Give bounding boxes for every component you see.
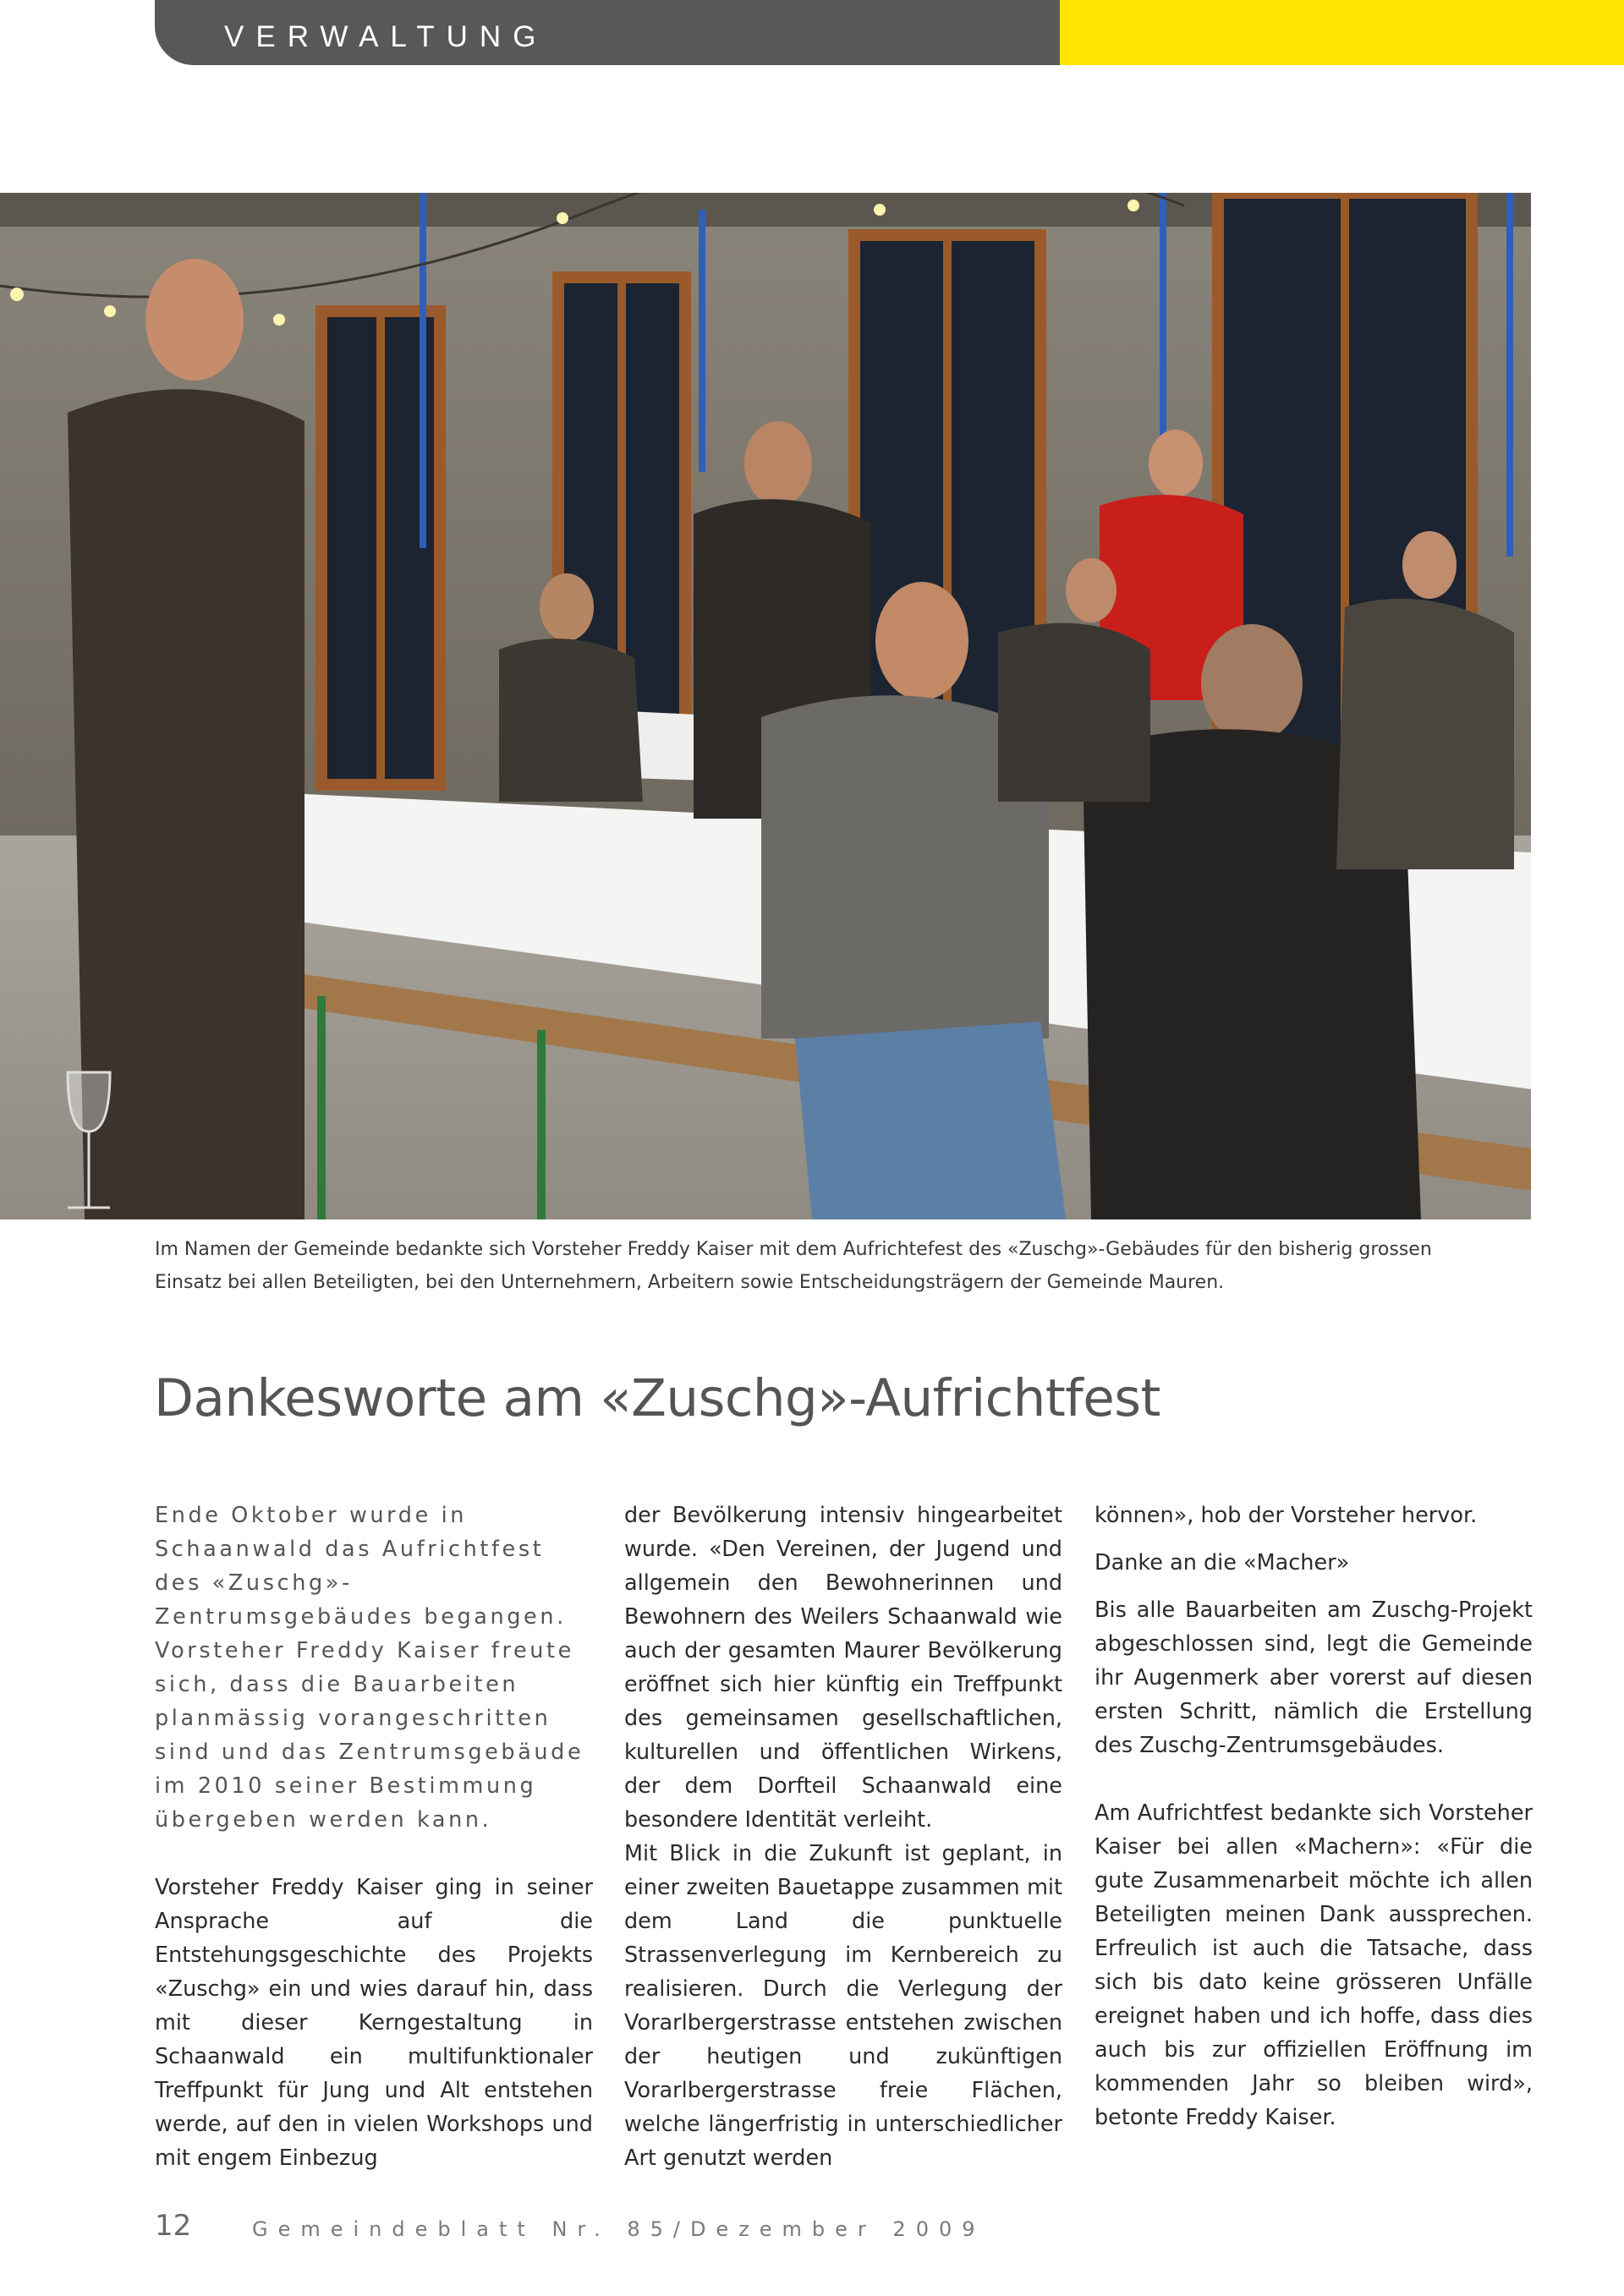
event-photo: [0, 193, 1531, 1219]
caption-line-2: Einsatz bei allen Beteiligten, bei den Unternehmern, Arbeitern sowie Entscheidungsträgern der Gemeinde Mauren.: [155, 1272, 1225, 1293]
column-3-paragraph-2: Bis alle Bauarbeiten am Zuschg-Projekt abgeschlossen sind, legt die Gemeinde ihr Augenmerk aber vorerst auf diesen ersten Schritt, nämlich die Erstellung des Zuschg-Zentrumsgebäudes.: [1095, 1597, 1533, 1758]
column-2-paragraph-2: Mit Blick in die Zukunft ist geplant, in einer zweiten Bauetappe zusammen mit dem Land die punktuelle Strassenverlegung im Kernbereich zu realisieren. Durch die Verlegung der Vorarlbergerstrasse entstehen zwischen der heutigen und zukünftigen Vorarlbergerstrasse freie Flächen, welche längerfristig in unterschiedlicher Art genutzt werden: [624, 1841, 1062, 2171]
page-number: 12: [155, 2209, 192, 2243]
article-headline: Dankesworte am «Zuschg»-Aufrichtfest: [154, 1368, 1160, 1428]
column-3-paragraph-3: Am Aufrichtfest bedankte sich Vorsteher Kaiser bei allen «Machern»: «Für die gute Zusammenarbeit möchte ich allen Beteiligten meinen Dank aussprechen. Erfreulich ist auch die Tatsache, dass sich bis dato keine grösseren Unfälle ereignet haben und ich hoffe, dass dies auch bis zur offiziellen Eröffnung im kommenden Jahr so bleiben wird», betonte Freddy Kaiser.: [1095, 1800, 1533, 2130]
header-accent-block: [1060, 0, 1624, 65]
article-column-3: [1095, 1499, 1533, 2134]
column-3-paragraph-1: können», hob der Vorsteher hervor.: [1095, 1503, 1478, 1528]
column-1-paragraph: Vorsteher Freddy Kaiser ging in seiner Ansprache auf die Entstehungsgeschichte des Projekts «Zuschg» ein und wies darauf hin, dass mit dieser Kerngestaltung in Schaanwald ein multifunktionaler Treffpunkt für Jung und Alt entstehen werde, auf den in vielen Workshops und mit engem Einbezug: [155, 1875, 593, 2171]
photo-caption: [155, 1233, 1440, 1299]
column-2-paragraph-1: der Bevölkerung intensiv hingearbeitet wurde. «Den Vereinen, der Jugend und allgemein den Bewohnerinnen und Bewohnern des Weilers Schaanwald wie auch der gesamten Maurer Bevölkerung eröffnet sich hier künftig ein Treffpunkt des gemeinsamen gesellschaftlichen, kulturellen und öffentlichen Wirkens, der dem Dorfteil Schaanwald eine besondere Identität verleiht.: [624, 1503, 1062, 1833]
column-3-subhead: Danke an die «Macher»: [1095, 1550, 1350, 1575]
article-column-2: [624, 1499, 1062, 2175]
section-title: VERWALTUNG: [224, 20, 548, 53]
event-photo-illustration: [0, 193, 1531, 1219]
caption-line-1: Im Namen der Gemeinde bedankte sich Vorsteher Freddy Kaiser mit dem Aufrichtefest des «Zuschg»-Gebäudes für den bisherig grossen: [155, 1239, 1432, 1260]
article-column-1: [155, 1499, 593, 2175]
footer-issue: Gemeindeblatt Nr. 85/Dezember 2009: [252, 2217, 985, 2241]
article-lead: Ende Oktober wurde in Schaanwald das Aufrichtfest des «Zuschg»-Zentrumsgebäudes begangen. Vorsteher Freddy Kaiser freute sich, dass die Bauarbeiten planmässig vorangeschritten sind und das Zentrumsgebäude im 2010 seiner Bestimmung übergeben werden kann.: [155, 1503, 584, 1833]
